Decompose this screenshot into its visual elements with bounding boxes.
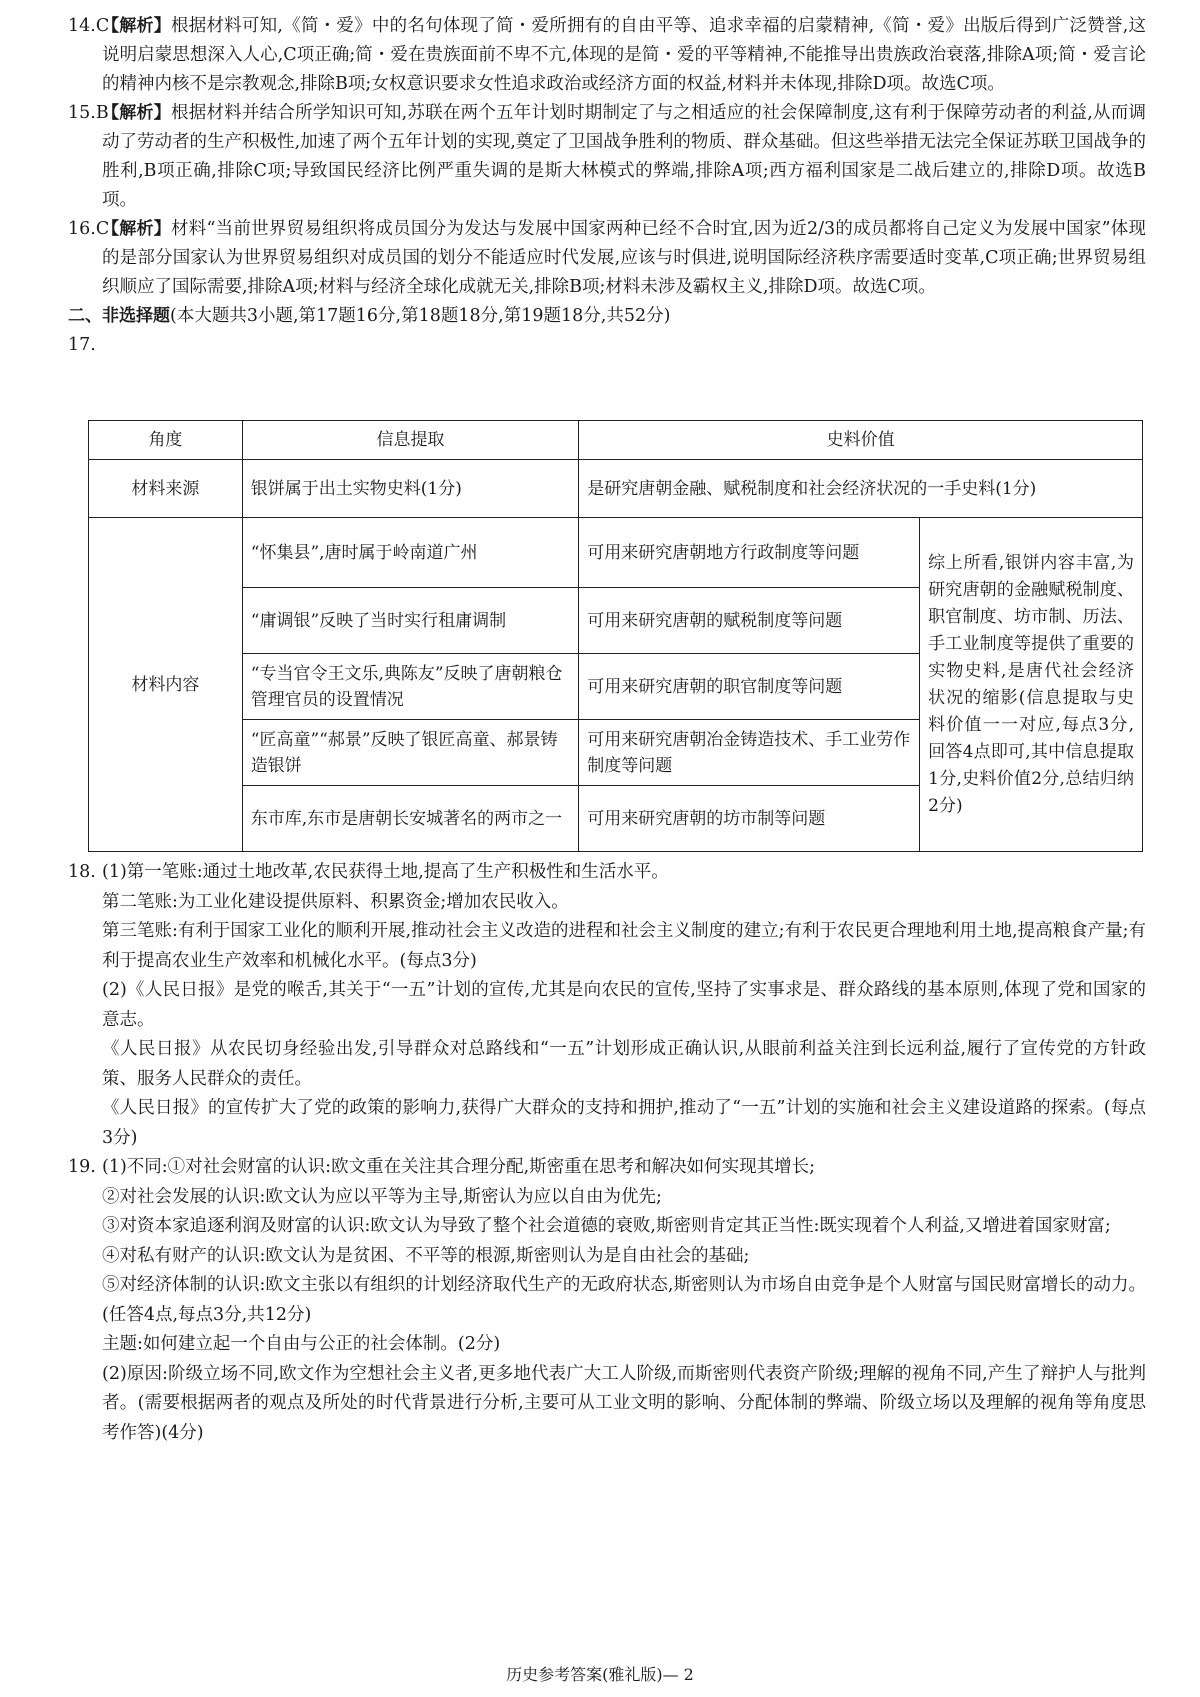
answer-text: ④对私有财产的认识:欧文认为是贫困、不平等的根源,斯密则认为是自由社会的基础;	[102, 1245, 750, 1266]
table-row	[89, 518, 1143, 588]
cell-info: “匠高童”“郝景”反映了银匠高童、郝景铸造银饼	[242, 720, 578, 786]
table-header-row	[89, 421, 1143, 460]
answer-text: (2)《人民日报》是党的喉舌,其关于“一五”计划的宣传,尤其是向农民的宣传,坚持了实事求是、群众路线的基本原则,体现了党和国家的意志。	[102, 980, 1146, 1030]
answer-text: (2)原因:阶级立场不同,欧文作为空想社会主义者,更多地代表广大工人阶级,而斯密则代表资产阶级;理解的视角不同,产生了辩护人与批判者。(需要根据两者的观点及所处的时代背景进行分析,主要可从工业文明的影响、分配体制的弊端、阶级立场以及理解的视角等角度思考作答)(4分)	[102, 1363, 1146, 1443]
analysis-text: 材料“当前世界贸易组织将成员国分为发达与发展中国家两种已经不合时宜,因为近2/3的成员都将自己定义为发展中国家”体现的是部分国家认为世界贸易组织对成员国的划分不能适应时代发展,应该与时俱进,说明国际经济秩序需要适时变革,C项正确;世界贸易组织顺应了国际需要,排除A项;材料与经济全球化成就无关,排除B项;材料未涉及霸权主义,排除D项。故选C项。	[102, 219, 1147, 297]
question-number: 14.C	[68, 16, 110, 36]
analysis-tag: 【解析】	[102, 16, 171, 36]
analysis-text: 根据材料并结合所学知识可知,苏联在两个五年计划时期制定了与之相适应的社会保障制度,这有利于保障劳动者的利益,从而调动了劳动者的生产积极性,加速了两个五年计划的实现,奠定了卫国战争胜利的物质、群众基础。但这些举措无法完全保证苏联卫国战争的胜利,B项正确,排除C项;导致国民经济比例严重失调的是斯大林模式的弊端,排除A项;西方福利国家是二战后建立的,排除D项。故选B项。	[102, 103, 1147, 210]
cell-value: 可用来研究唐朝的赋税制度等问题	[579, 588, 920, 654]
cell-angle: 材料来源	[89, 460, 243, 518]
cell-value: 是研究唐朝金融、赋税制度和社会经济状况的一手史料(1分)	[579, 460, 1143, 518]
cell-value: 可用来研究唐朝的职官制度等问题	[579, 654, 920, 720]
page-footer: 历史参考答案(雅礼版)— 2	[506, 1665, 694, 1684]
question-number: 19.	[68, 1157, 96, 1177]
answer-text: 主题:如何建立起一个自由与公正的社会体制。(2分)	[102, 1334, 501, 1354]
answer-text: 《人民日报》的宣传扩大了党的政策的影响力,获得广大群众的支持和拥护,推动了“一五”计划的实施和社会主义建设道路的探索。(每点3分)	[102, 1098, 1146, 1148]
answer-text: ⑤对经济体制的认识:欧文主张以有组织的计划经济取代生产的无政府状态,斯密则认为市场自由竞争是个人财富与国民财富增长的动力。(任答4点,每点3分,共12分)	[102, 1275, 1146, 1325]
answer-text: ③对资本家追逐利润及财富的认识:欧文认为导致了整个社会道德的衰败,斯密则肯定其正当性:既实现着个人利益,又增进着国家财富;	[102, 1216, 1111, 1236]
cell-info: 东市库,东市是唐朝长安城著名的两市之一	[242, 786, 578, 852]
question-number: 16.C	[68, 219, 110, 239]
question-17-number: 17.	[68, 335, 96, 355]
multiple-choice-answers	[68, 12, 1146, 360]
answer-16	[68, 215, 1146, 302]
answer-text: 《人民日报》从农民切身经验出发,引导群众对总路线和“一五”计划形成正确认识,从眼前利益关注到长远利益,履行了宣传党的方针政策、服务人民群众的责任。	[102, 1039, 1146, 1089]
section-note: (本大题共3小题,第17题16分,第18题18分,第19题18分,共52分)	[170, 306, 671, 326]
header-info: 信息提取	[242, 421, 578, 460]
cell-info: “怀集县”,唐时属于岭南道广州	[242, 518, 578, 588]
question-17-table	[88, 420, 1143, 852]
answer-14	[68, 12, 1146, 99]
cell-value: 可用来研究唐朝地方行政制度等问题	[579, 518, 920, 588]
cell-content-angle: 材料内容	[89, 518, 243, 852]
analysis-tag: 【解析】	[102, 219, 171, 239]
answer-15	[68, 99, 1146, 215]
essay-answers	[68, 858, 1146, 1448]
cell-info: “庸调银”反映了当时实行租庸调制	[242, 588, 578, 654]
question-number: 18.	[68, 862, 96, 882]
analysis-text: 根据材料可知,《简・爱》中的名句体现了简・爱所拥有的自由平等、追求幸福的启蒙精神,《简・爱》出版后得到广泛赞誉,这说明启蒙思想深入人心,C项正确;简・爱在贵族面前不卑不亢,体现的是简・爱的平等精神,不能推导出贵族政治衰落,排除A项;简・爱言论的精神内核不是宗教观念,排除B项;女权意识要求女性追求政治或经济方面的权益,材料并未体现,排除D项。故选C项。	[102, 16, 1147, 94]
cell-value: 可用来研究唐朝冶金铸造技术、手工业劳作制度等问题	[579, 720, 920, 786]
answer-text: 第三笔账:有利于国家工业化的顺利开展,推动社会主义改造的进程和社会主义制度的建立;有利于农民更合理地利用土地,提高粮食产量;有利于提高农业生产效率和机械化水平。(每点3分)	[102, 921, 1146, 971]
cell-value: 可用来研究唐朝的坊市制等问题	[579, 786, 920, 852]
section-heading	[68, 302, 1146, 331]
answer-text: ②对社会发展的认识:欧文认为应以平等为主导,斯密认为应以自由为优先;	[102, 1186, 662, 1207]
cell-info: 银饼属于出土实物史料(1分)	[242, 460, 578, 518]
answer-text: (1)不同:①对社会财富的认识:欧文重在关注其合理分配,斯密重在思考和解决如何实现其增长;	[102, 1157, 816, 1177]
section-title: 二、非选择题	[68, 306, 170, 326]
header-value: 史料价值	[579, 421, 1143, 460]
cell-info: “专当官令王文乐,典陈友”反映了唐朝粮仓管理官员的设置情况	[242, 654, 578, 720]
answer-18-part1	[68, 858, 1146, 888]
answer-text: (1)第一笔账:通过土地改革,农民获得土地,提高了生产积极性和生活水平。	[102, 862, 669, 882]
answer-19-part1	[68, 1153, 1146, 1183]
question-number: 15.B	[68, 103, 109, 123]
analysis-tag: 【解析】	[102, 103, 171, 123]
cell-summary: 综上所看,银饼内容丰富,为研究唐朝的金融赋税制度、职官制度、坊市制、历法、手工业制度等提供了重要的实物史料,是唐代社会经济状况的缩影(信息提取与史料价值一一对应,每点3分,回答4点即可,其中信息提取1分,史料价值2分,总结归纳2分)	[920, 518, 1143, 852]
answer-text: 第二笔账:为工业化建设提供原料、积累资金;增加农民收入。	[102, 891, 569, 912]
table-row-source	[89, 460, 1143, 518]
header-angle: 角度	[89, 421, 243, 460]
